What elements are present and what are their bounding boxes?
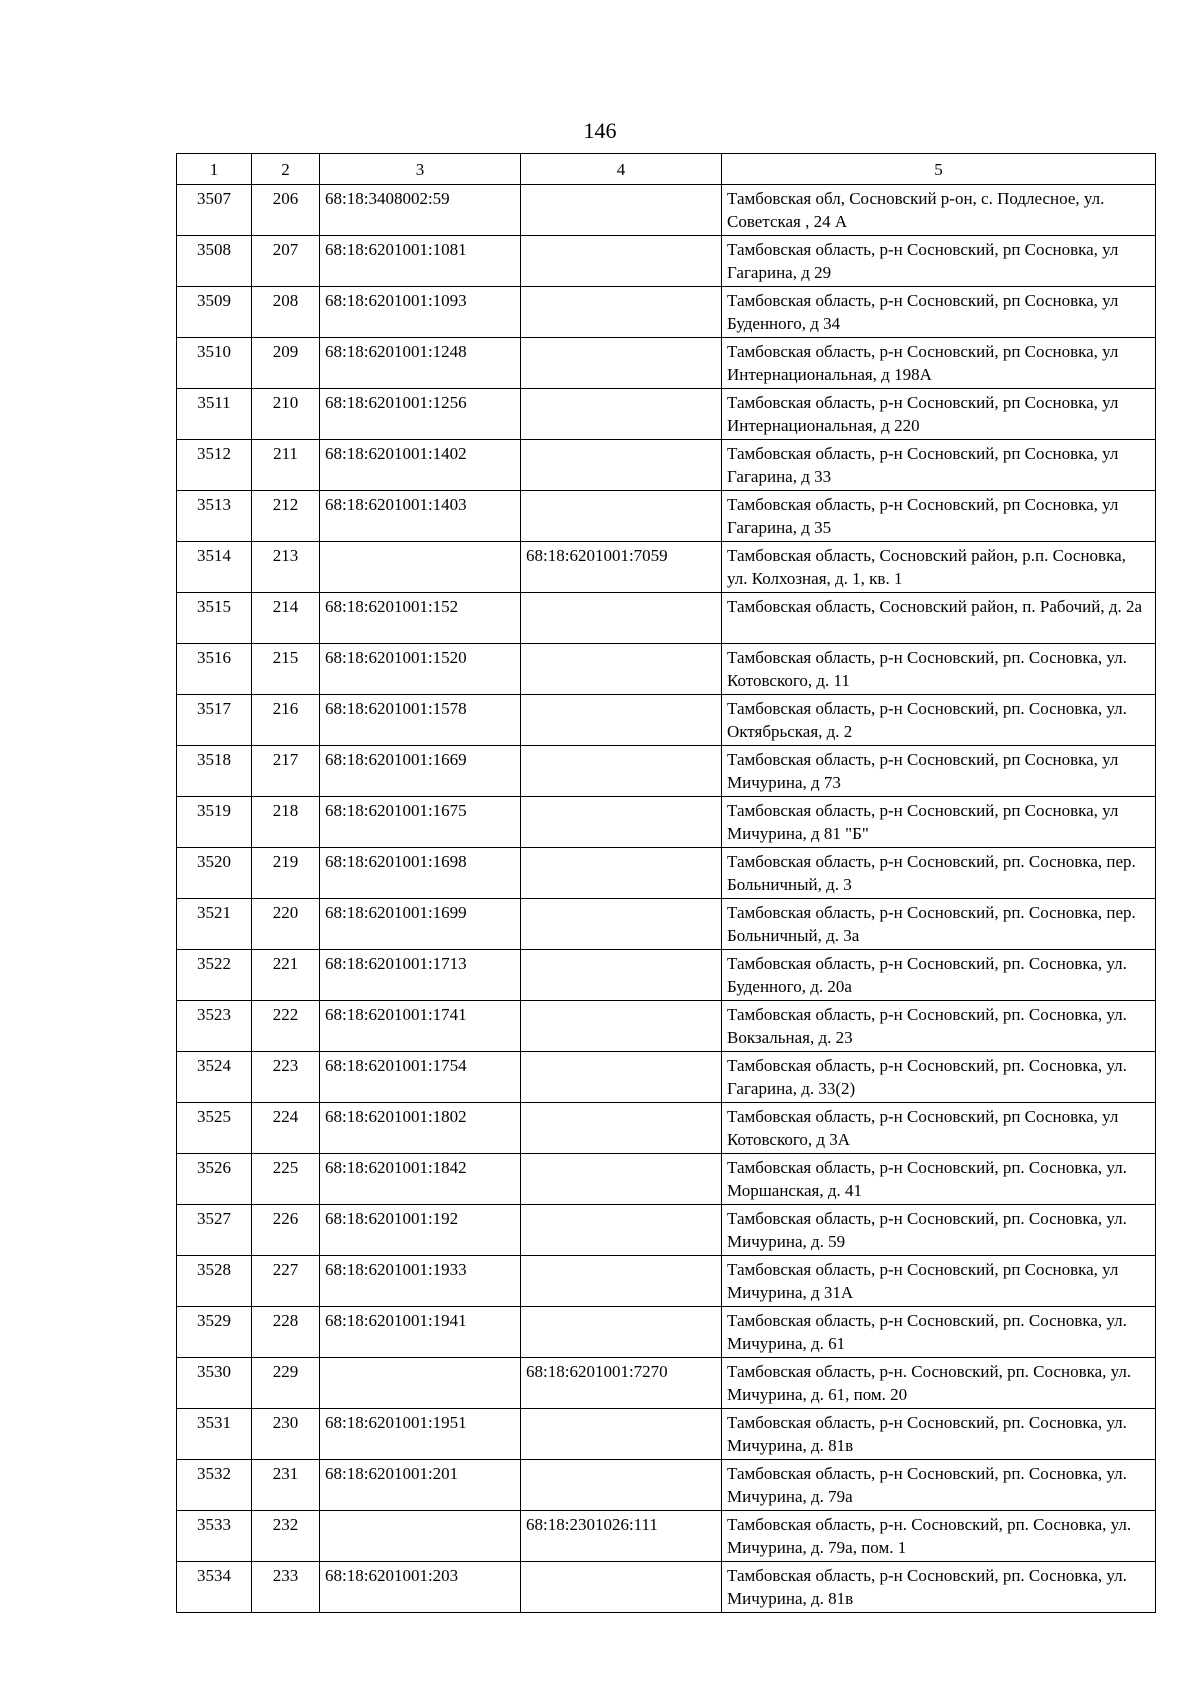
address-cell: Тамбовская область, р-н Сосновский, рп Сосновка, ул Котовского, д 3А — [722, 1103, 1156, 1154]
cadastral-number-cell: 68:18:6201001:1578 — [320, 695, 521, 746]
table-row — [177, 542, 1156, 593]
cadastral-number-cell: 68:18:6201001:1941 — [320, 1307, 521, 1358]
row-number-cell: 3515 — [177, 593, 252, 644]
item-number-cell: 233 — [252, 1562, 320, 1613]
item-number-cell: 225 — [252, 1154, 320, 1205]
address-cell: Тамбовская область, р-н Сосновский, рп. Сосновка, ул. Вокзальная, д. 23 — [722, 1001, 1156, 1052]
address-cell: Тамбовская область, р-н Сосновский, рп. Сосновка, ул. Мичурина, д. 61 — [722, 1307, 1156, 1358]
address-cell: Тамбовская область, р-н Сосновский, рп Сосновка, ул Буденного, д 34 — [722, 287, 1156, 338]
cadastral-number-cell: 68:18:6201001:1675 — [320, 797, 521, 848]
premises-cadastral-cell — [521, 1001, 722, 1052]
table-row — [177, 1154, 1156, 1205]
item-number-cell: 227 — [252, 1256, 320, 1307]
premises-cadastral-cell — [521, 848, 722, 899]
cadastral-number-cell — [320, 1358, 521, 1409]
address-cell: Тамбовская область, р-н Сосновский, рп. Сосновка, ул. Моршанская, д. 41 — [722, 1154, 1156, 1205]
premises-cadastral-cell — [521, 950, 722, 1001]
row-number-cell: 3523 — [177, 1001, 252, 1052]
cadastral-number-cell: 68:18:6201001:1754 — [320, 1052, 521, 1103]
item-number-cell: 217 — [252, 746, 320, 797]
address-cell: Тамбовская область, р-н Сосновский, рп. Сосновка, ул. Мичурина, д. 79а — [722, 1460, 1156, 1511]
premises-cadastral-cell — [521, 1205, 722, 1256]
item-number-cell: 212 — [252, 491, 320, 542]
table-header-row — [177, 154, 1156, 185]
item-number-cell: 220 — [252, 899, 320, 950]
row-number-cell: 3508 — [177, 236, 252, 287]
row-number-cell: 3531 — [177, 1409, 252, 1460]
table-row — [177, 389, 1156, 440]
item-number-cell: 216 — [252, 695, 320, 746]
table-row — [177, 1001, 1156, 1052]
address-cell: Тамбовская область, р-н. Сосновский, рп. Сосновка, ул. Мичурина, д. 61, пом. 20 — [722, 1358, 1156, 1409]
row-number-cell: 3510 — [177, 338, 252, 389]
table-row — [177, 1511, 1156, 1562]
row-number-cell: 3512 — [177, 440, 252, 491]
header-col-5: 5 — [722, 154, 1156, 185]
address-cell: Тамбовская область, р-н Сосновский, рп Сосновка, ул Мичурина, д 31А — [722, 1256, 1156, 1307]
header-col-1: 1 — [177, 154, 252, 185]
table-row — [177, 440, 1156, 491]
row-number-cell: 3509 — [177, 287, 252, 338]
row-number-cell: 3511 — [177, 389, 252, 440]
item-number-cell: 213 — [252, 542, 320, 593]
cadastral-number-cell: 68:18:6201001:1842 — [320, 1154, 521, 1205]
premises-cadastral-cell — [521, 1052, 722, 1103]
premises-cadastral-cell — [521, 644, 722, 695]
address-cell: Тамбовская область, р-н Сосновский, рп Сосновка, ул Мичурина, д 81 "Б" — [722, 797, 1156, 848]
item-number-cell: 211 — [252, 440, 320, 491]
premises-cadastral-cell — [521, 695, 722, 746]
cadastral-number-cell: 68:18:6201001:1951 — [320, 1409, 521, 1460]
premises-cadastral-cell — [521, 440, 722, 491]
cadastral-number-cell: 68:18:6201001:1256 — [320, 389, 521, 440]
row-number-cell: 3516 — [177, 644, 252, 695]
item-number-cell: 215 — [252, 644, 320, 695]
cadastral-number-cell: 68:18:6201001:1403 — [320, 491, 521, 542]
premises-cadastral-cell — [521, 593, 722, 644]
premises-cadastral-cell — [521, 491, 722, 542]
premises-cadastral-cell — [521, 1103, 722, 1154]
row-number-cell: 3521 — [177, 899, 252, 950]
table-row — [177, 1460, 1156, 1511]
cadastral-number-cell: 68:18:6201001:1248 — [320, 338, 521, 389]
address-cell: Тамбовская область, р-н Сосновский, рп. Сосновка, ул. Октябрьская, д. 2 — [722, 695, 1156, 746]
cadastral-number-cell: 68:18:6201001:203 — [320, 1562, 521, 1613]
premises-cadastral-cell — [521, 1409, 722, 1460]
address-cell: Тамбовская область, р-н Сосновский, рп. Сосновка, ул. Буденного, д. 20а — [722, 950, 1156, 1001]
premises-cadastral-cell — [521, 1256, 722, 1307]
address-cell: Тамбовская область, р-н Сосновский, рп. Сосновка, ул. Мичурина, д. 59 — [722, 1205, 1156, 1256]
cadastral-number-cell: 68:18:6201001:1741 — [320, 1001, 521, 1052]
cadastral-number-cell: 68:18:6201001:1698 — [320, 848, 521, 899]
address-cell: Тамбовская область, р-н Сосновский, рп. Сосновка, ул. Котовского, д. 11 — [722, 644, 1156, 695]
cadastral-number-cell: 68:18:6201001:152 — [320, 593, 521, 644]
address-cell: Тамбовская обл, Сосновский р-он, с. Подлесное, ул. Советская , 24 А — [722, 185, 1156, 236]
premises-cadastral-cell — [521, 797, 722, 848]
item-number-cell: 206 — [252, 185, 320, 236]
table-row — [177, 236, 1156, 287]
item-number-cell: 218 — [252, 797, 320, 848]
table-row — [177, 1205, 1156, 1256]
address-cell: Тамбовская область, р-н Сосновский, рп. Сосновка, пер. Больничный, д. 3а — [722, 899, 1156, 950]
cadastral-number-cell: 68:18:6201001:1093 — [320, 287, 521, 338]
page-number: 146 — [583, 118, 617, 143]
table-row — [177, 287, 1156, 338]
cadastral-number-cell: 68:18:6201001:1081 — [320, 236, 521, 287]
address-cell: Тамбовская область, р-н Сосновский, рп. Сосновка, пер. Больничный, д. 3 — [722, 848, 1156, 899]
item-number-cell: 230 — [252, 1409, 320, 1460]
premises-cadastral-cell — [521, 1154, 722, 1205]
table-row — [177, 1409, 1156, 1460]
cadastral-number-cell: 68:18:6201001:1713 — [320, 950, 521, 1001]
row-number-cell: 3513 — [177, 491, 252, 542]
cadastral-number-cell: 68:18:6201001:1669 — [320, 746, 521, 797]
table-row — [177, 1052, 1156, 1103]
address-cell: Тамбовская область, р-н Сосновский, рп. Сосновка, ул. Мичурина, д. 81в — [722, 1409, 1156, 1460]
row-number-cell: 3534 — [177, 1562, 252, 1613]
premises-cadastral-cell — [521, 185, 722, 236]
table-row — [177, 491, 1156, 542]
item-number-cell: 232 — [252, 1511, 320, 1562]
premises-cadastral-cell — [521, 746, 722, 797]
cadastral-number-cell: 68:18:6201001:1402 — [320, 440, 521, 491]
item-number-cell: 223 — [252, 1052, 320, 1103]
cadastral-number-cell — [320, 1511, 521, 1562]
table-row — [177, 1103, 1156, 1154]
row-number-cell: 3524 — [177, 1052, 252, 1103]
address-cell: Тамбовская область, р-н. Сосновский, рп. Сосновка, ул. Мичурина, д. 79а, пом. 1 — [722, 1511, 1156, 1562]
table-row — [177, 1562, 1156, 1613]
table-row — [177, 899, 1156, 950]
row-number-cell: 3528 — [177, 1256, 252, 1307]
row-number-cell: 3522 — [177, 950, 252, 1001]
table-row — [177, 797, 1156, 848]
premises-cadastral-cell — [521, 338, 722, 389]
address-cell: Тамбовская область, р-н Сосновский, рп Сосновка, ул Гагарина, д 33 — [722, 440, 1156, 491]
address-cell: Тамбовская область, р-н Сосновский, рп Сосновка, ул Гагарина, д 29 — [722, 236, 1156, 287]
item-number-cell: 210 — [252, 389, 320, 440]
row-number-cell: 3532 — [177, 1460, 252, 1511]
cadastral-number-cell — [320, 542, 521, 593]
address-cell: Тамбовская область, Сосновский район, п. Рабочий, д. 2а — [722, 593, 1156, 644]
address-cell: Тамбовская область, р-н Сосновский, рп Сосновка, ул Интернациональная, д 198А — [722, 338, 1156, 389]
header-col-3: 3 — [320, 154, 521, 185]
table-row — [177, 1307, 1156, 1358]
cadastral-number-cell: 68:18:6201001:201 — [320, 1460, 521, 1511]
row-number-cell: 3507 — [177, 185, 252, 236]
cadastral-number-cell: 68:18:6201001:1520 — [320, 644, 521, 695]
cadastral-number-cell: 68:18:6201001:1802 — [320, 1103, 521, 1154]
item-number-cell: 209 — [252, 338, 320, 389]
address-cell: Тамбовская область, р-н Сосновский, рп. Сосновка, ул. Мичурина, д. 81в — [722, 1562, 1156, 1613]
item-number-cell: 228 — [252, 1307, 320, 1358]
row-number-cell: 3520 — [177, 848, 252, 899]
table-row — [177, 338, 1156, 389]
header-col-2: 2 — [252, 154, 320, 185]
cadastral-number-cell: 68:18:6201001:1699 — [320, 899, 521, 950]
premises-cadastral-cell — [521, 899, 722, 950]
table-row — [177, 695, 1156, 746]
row-number-cell: 3525 — [177, 1103, 252, 1154]
table-row — [177, 644, 1156, 695]
row-number-cell: 3530 — [177, 1358, 252, 1409]
address-cell: Тамбовская область, р-н Сосновский, рп Сосновка, ул Гагарина, д 35 — [722, 491, 1156, 542]
item-number-cell: 221 — [252, 950, 320, 1001]
item-number-cell: 224 — [252, 1103, 320, 1154]
premises-cadastral-cell: 68:18:6201001:7270 — [521, 1358, 722, 1409]
address-cell: Тамбовская область, р-н Сосновский, рп Сосновка, ул Мичурина, д 73 — [722, 746, 1156, 797]
premises-cadastral-cell — [521, 287, 722, 338]
item-number-cell: 231 — [252, 1460, 320, 1511]
premises-cadastral-cell — [521, 389, 722, 440]
table-row — [177, 848, 1156, 899]
row-number-cell: 3533 — [177, 1511, 252, 1562]
row-number-cell: 3526 — [177, 1154, 252, 1205]
table-row — [177, 950, 1156, 1001]
item-number-cell: 219 — [252, 848, 320, 899]
table-row — [177, 185, 1156, 236]
item-number-cell: 214 — [252, 593, 320, 644]
item-number-cell: 226 — [252, 1205, 320, 1256]
premises-cadastral-cell — [521, 1460, 722, 1511]
premises-cadastral-cell — [521, 236, 722, 287]
row-number-cell: 3519 — [177, 797, 252, 848]
item-number-cell: 208 — [252, 287, 320, 338]
cadastral-number-cell: 68:18:6201001:192 — [320, 1205, 521, 1256]
cadastral-number-cell: 68:18:6201001:1933 — [320, 1256, 521, 1307]
row-number-cell: 3518 — [177, 746, 252, 797]
table-row — [177, 593, 1156, 644]
item-number-cell: 207 — [252, 236, 320, 287]
table-body — [177, 185, 1156, 1613]
row-number-cell: 3517 — [177, 695, 252, 746]
premises-cadastral-cell — [521, 1562, 722, 1613]
table-row — [177, 1358, 1156, 1409]
registry-table — [176, 153, 1156, 1613]
row-number-cell: 3529 — [177, 1307, 252, 1358]
address-cell: Тамбовская область, р-н Сосновский, рп Сосновка, ул Интернациональная, д 220 — [722, 389, 1156, 440]
item-number-cell: 229 — [252, 1358, 320, 1409]
premises-cadastral-cell: 68:18:6201001:7059 — [521, 542, 722, 593]
table-row — [177, 1256, 1156, 1307]
row-number-cell: 3514 — [177, 542, 252, 593]
header-col-4: 4 — [521, 154, 722, 185]
premises-cadastral-cell: 68:18:2301026:111 — [521, 1511, 722, 1562]
address-cell: Тамбовская область, р-н Сосновский, рп. Сосновка, ул. Гагарина, д. 33(2) — [722, 1052, 1156, 1103]
premises-cadastral-cell — [521, 1307, 722, 1358]
address-cell: Тамбовская область, Сосновский район, р.п. Сосновка, ул. Колхозная, д. 1, кв. 1 — [722, 542, 1156, 593]
table-row — [177, 746, 1156, 797]
item-number-cell: 222 — [252, 1001, 320, 1052]
row-number-cell: 3527 — [177, 1205, 252, 1256]
cadastral-number-cell: 68:18:3408002:59 — [320, 185, 521, 236]
